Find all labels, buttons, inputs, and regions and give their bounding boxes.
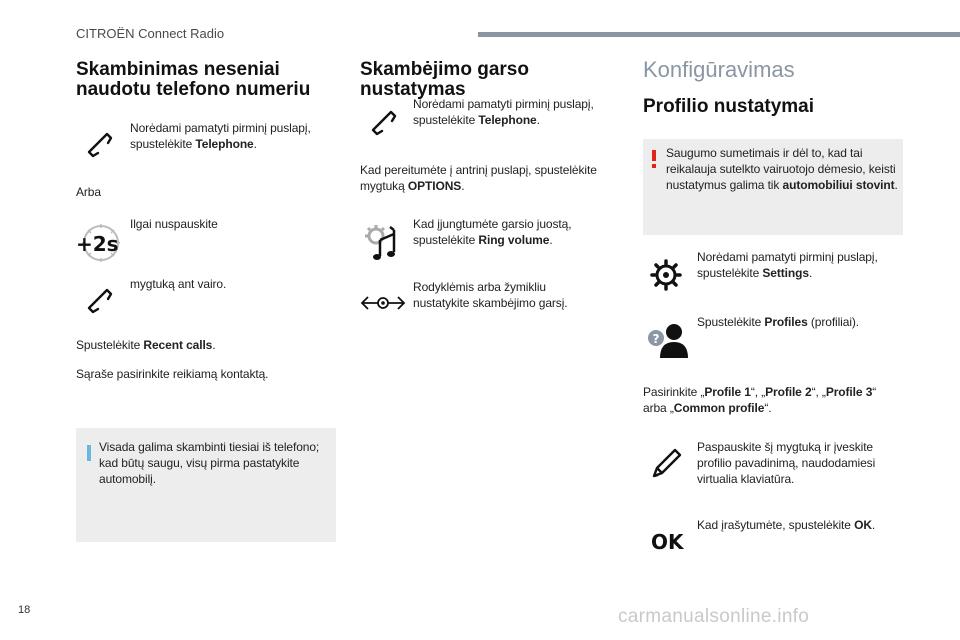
info-icon: [87, 445, 91, 461]
col3-title: Profilio nustatymai: [643, 96, 815, 117]
col1-step5: Sąraše pasirinkite reikiamą kontaktą.: [76, 367, 269, 381]
press-2s-icon: [76, 223, 122, 263]
settings-music-icon: [364, 224, 404, 262]
warning-icon-dot: [652, 164, 656, 168]
col2-step1: Norėdami pamatyti pirminį puslapį, spustelėkite Telephone.: [413, 97, 594, 127]
col1-note: Visada galima skambinti tiesiai iš telefono; kad būtų saugu, visų pirma pastatykite automobilį.: [99, 440, 320, 486]
col3-warning: Saugumo sumetimais ir dėl to, kad tai reikalauja sutelkto vairuotojo dėmesio, keisti nustatymus galima tik automobiliui stovint.: [666, 146, 898, 192]
warning-icon: [652, 150, 656, 161]
header-title: CITROËN Connect Radio: [76, 26, 225, 41]
col2-step3: Kad įjungtumėte garsio juostą, spustelėkite Ring volume.: [413, 217, 572, 247]
volume-slider-icon: [360, 293, 406, 313]
col2-title: Skambėjimo garso nustatymas: [360, 59, 529, 100]
col1-step3: mygtuką ant vairo.: [130, 277, 227, 291]
col1-or: Arba: [76, 185, 101, 199]
col1-step4: Spustelėkite Recent calls.: [76, 338, 216, 352]
ok-icon: OK: [651, 530, 684, 554]
phone-icon: [368, 106, 398, 136]
col1-title: Skambinimas neseniai naudotu telefono numeriu: [76, 59, 311, 100]
svg-text:?: ?: [652, 332, 660, 346]
col1-step1: Norėdami pamatyti pirminį puslapį, spustelėkite Telephone.: [130, 121, 311, 151]
col3-step4: Paspauskite šį mygtuką ir įveskite profilio pavadinimą, naudodamiesi virtualia klaviatūra.: [697, 440, 876, 486]
col2-step4: Rodyklėmis arba žymikliu nustatykite skambėjimo garsį.: [413, 280, 568, 310]
profile-icon: [648, 322, 688, 358]
col3-step2: Spustelėkite Profiles (profiliai).: [697, 315, 860, 329]
col3-step3: Pasirinkite „Profile 1“, „Profile 2“, „Profile 3“ arba „Common profile“.: [643, 385, 877, 415]
phone-icon: [84, 284, 114, 314]
header-divider: [478, 32, 960, 37]
page-number: 18: [18, 604, 31, 616]
col3-step1: Norėdami pamatyti pirminį puslapį, spustelėkite Settings.: [697, 250, 878, 280]
section-title: Konfigūravimas: [643, 57, 795, 82]
press-2s-label: +2s: [76, 232, 119, 256]
settings-icon: [650, 259, 682, 291]
col1-step2: Ilgai nuspauskite: [130, 217, 218, 231]
col3-step5: Kad įrašytumėte, spustelėkite OK.: [697, 518, 876, 532]
phone-icon: [84, 128, 114, 158]
col2-step2: Kad pereitumėte į antrinį puslapį, spustelėkite mygtuką OPTIONS.: [360, 163, 597, 193]
pencil-icon: [650, 446, 684, 480]
watermark: carmanualsonline.info: [618, 606, 810, 627]
